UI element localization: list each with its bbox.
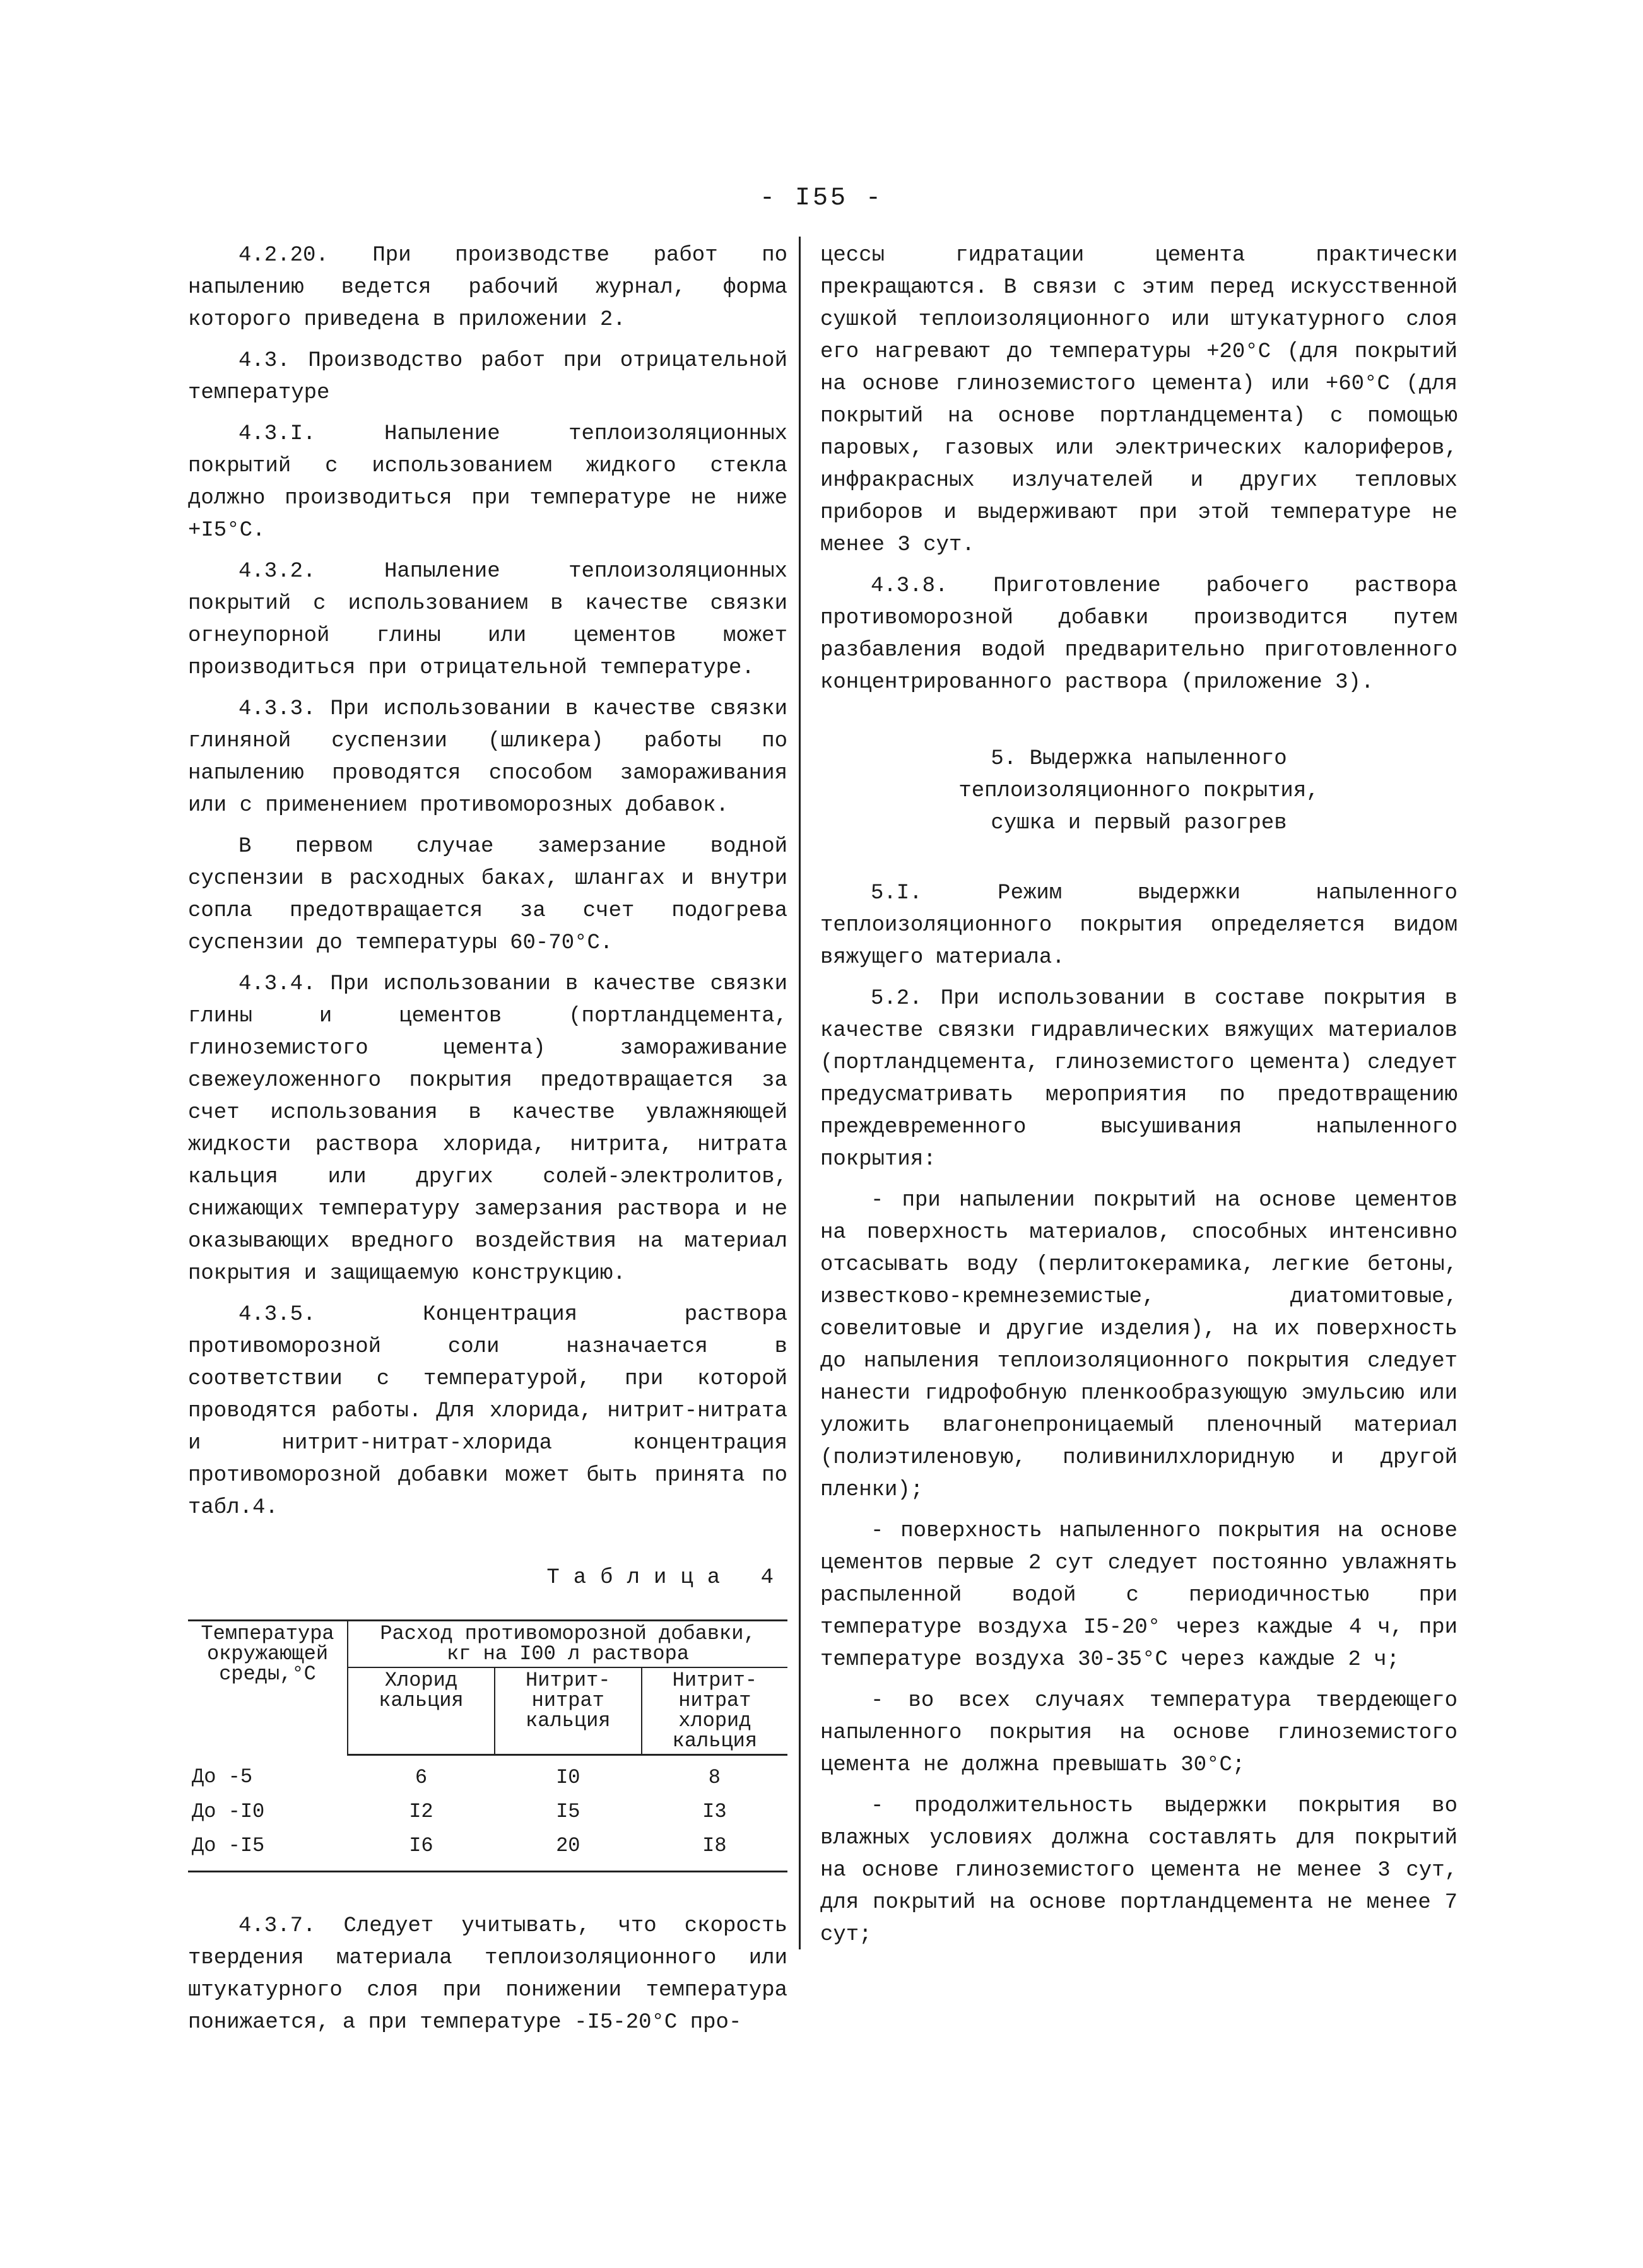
paragraph-first-case: В первом случае замерзание водной суспензии в расходных баках, шлангах и внутри сопла предотвращается за счет подогрева суспензии до температуры 60-70°С. — [188, 835, 787, 955]
table-cell: I2 — [409, 1800, 433, 1823]
page-number: - I55 - — [759, 184, 884, 213]
paragraph-4-3-5: 4.3.5. Концентрация раствора противоморозной соли назначается в соответствии с температурой, при которой проводятся работы. Для хлорида, нитрит-нитрата и нитрит-нитрат-хлорида концентрация противоморозной добавки может быть принята по табл.4. — [188, 1303, 787, 1520]
table-cell: 8 — [708, 1766, 721, 1789]
paragraph-4-3-4: 4.3.4. При использовании в качестве связки глины и цементов (портландцемента, глиноземистого цемента) замораживание свежеуложенного покрытия предотвращается за счет использования в качестве увлажняющей жидкости раствора хлорида, нитрита, нитрата кальция или других солей-электролитов, снижающих температуру замерзания раствора и не оказывающих вредного воздействия на материал покрытия и защищаемую конструкцию. — [188, 972, 787, 1286]
table-caption: Таблица 4 — [546, 1566, 787, 1590]
table-cell: I6 — [348, 1829, 495, 1872]
table-row — [188, 1755, 787, 1795]
section-5-heading: 5. Выдержка напыленного теплоизоляционного покрытия, сушка и первый разогрев — [958, 747, 1319, 835]
paragraph-4-3-8: 4.3.8. Приготовление рабочего раствора противоморозной добавки производится путем разбавления водой предварительно приготовленного концентрированного раствора (приложение 3). — [820, 574, 1458, 695]
table-cell: I0 — [556, 1766, 580, 1789]
table-cell: 6 — [415, 1766, 428, 1789]
table-row — [188, 1795, 787, 1829]
table-cell: I5 — [556, 1800, 580, 1823]
table-row — [188, 1829, 787, 1872]
paragraph-4-2-20: 4.2.20. При производстве работ по напылению ведется рабочий журнал, форма которого приведена в приложении 2. — [188, 244, 787, 332]
table-cell: До -I5 — [188, 1829, 348, 1872]
bullet-item: - во всех случаях температура твердеющего напыленного покрытия на основе глиноземистого цемента не должна превышать 30°С; — [820, 1689, 1458, 1777]
paragraph-4-3-1: 4.3.I. Напыление теплоизоляционных покрытий с использованием жидкого стекла должно производиться при температуре не ниже +I5°C. — [188, 422, 787, 543]
table-cell: I8 — [642, 1829, 787, 1872]
table-cell: 20 — [495, 1829, 642, 1872]
section-4-3-title: 4.3. Производство работ при отрицательной температуре — [188, 349, 787, 405]
left-column — [188, 240, 787, 2048]
bullet-item: - поверхность напыленного покрытия на основе цементов первые 2 сут следует постоянно увлажнять распыленной водой с периодичностью при температуре воздуха I5-20° через каждые 4 ч, при температуре воздуха 30-35°С через каждые 2 ч; — [820, 1519, 1458, 1672]
table-4 — [188, 1619, 787, 1872]
table-cell: I3 — [702, 1800, 727, 1823]
table-header-consumption: Расход противоморозной добавки, кг на I00 л раствора — [348, 1621, 787, 1668]
paragraph-continuation: цессы гидратации цемента практически прекращаются. В связи с этим перед искусственной сушкой теплоизоляционного или штукатурного слоя его нагревают до температуры +20°С (для покрытий на основе глиноземистого цемента) или +60°С (для покрытий на основе портландцемента) с помощью паровых, газовых или электрических калориферов, инфракрасных излучателей и других тепловых приборов и выдерживают при этой температуре не менее 3 сут. — [820, 244, 1458, 557]
bullet-item: - при напылении покрытий на основе цементов на поверхность материалов, способных интенсивно отсасывать воду (перлитокерамика, легкие бетоны, известково-кремнеземистые, диатомитовые, совелитовые и другие изделия), на их поверхность до напыления теплоизоляционного покрытия следует нанести гидрофобную пленкообразующую эмульсию или уложить влагонепроницаемый пленочный материал (полиэтиленовую, поливинилхлоридную и другой пленки); — [820, 1189, 1458, 1502]
paragraph-5-2: 5.2. При использовании в составе покрытия в качестве связки гидравлических вяжущих материалов (портландцемента, глиноземистого цемента) следует предусматривать мероприятия по предотвращению преждевременного высушивания напыленного покрытия: — [820, 987, 1458, 1172]
table-cell: До -5 — [192, 1765, 253, 1789]
paragraph-4-3-2: 4.3.2. Напыление теплоизоляционных покрытий с использованием в качестве связки огнеупорной глины или цементов может производиться при отрицательной температуре. — [188, 560, 787, 680]
table-header-nitrite-nitrate-chloride: Нитрит- нитрат хлорид кальция — [642, 1667, 787, 1755]
table-cell: До -I0 — [192, 1800, 265, 1823]
table-header-calcium-chloride: Хлорид кальция — [348, 1667, 495, 1755]
table-header-nitrite-nitrate: Нитрит- нитрат кальция — [495, 1667, 642, 1755]
right-column — [820, 240, 1458, 1960]
table-header-temperature: Температура окружающей среды,°С — [188, 1621, 348, 1755]
column-divider — [799, 237, 801, 1949]
bullet-item: - продолжительность выдержки покрытия во влажных условиях должна составлять для покрытий на основе глиноземистого цемента не менее 3 сут, для покрытий на основе портландцемента не менее 7 сут; — [820, 1794, 1458, 1947]
paragraph-4-3-3: 4.3.3. При использовании в качестве связки глиняной суспензии (шликера) работы по напылению проводятся способом замораживания или с применением противоморозных добавок. — [188, 697, 787, 818]
paragraph-5-1: 5.I. Режим выдержки напыленного теплоизоляционного покрытия определяется видом вяжущего материала. — [820, 881, 1458, 970]
paragraph-4-3-7: 4.3.7. Следует учитывать, что скорость твердения материала теплоизоляционного или штукатурного слоя при понижении температура понижается, а при температуре -I5-20°С про- — [188, 1914, 787, 2035]
